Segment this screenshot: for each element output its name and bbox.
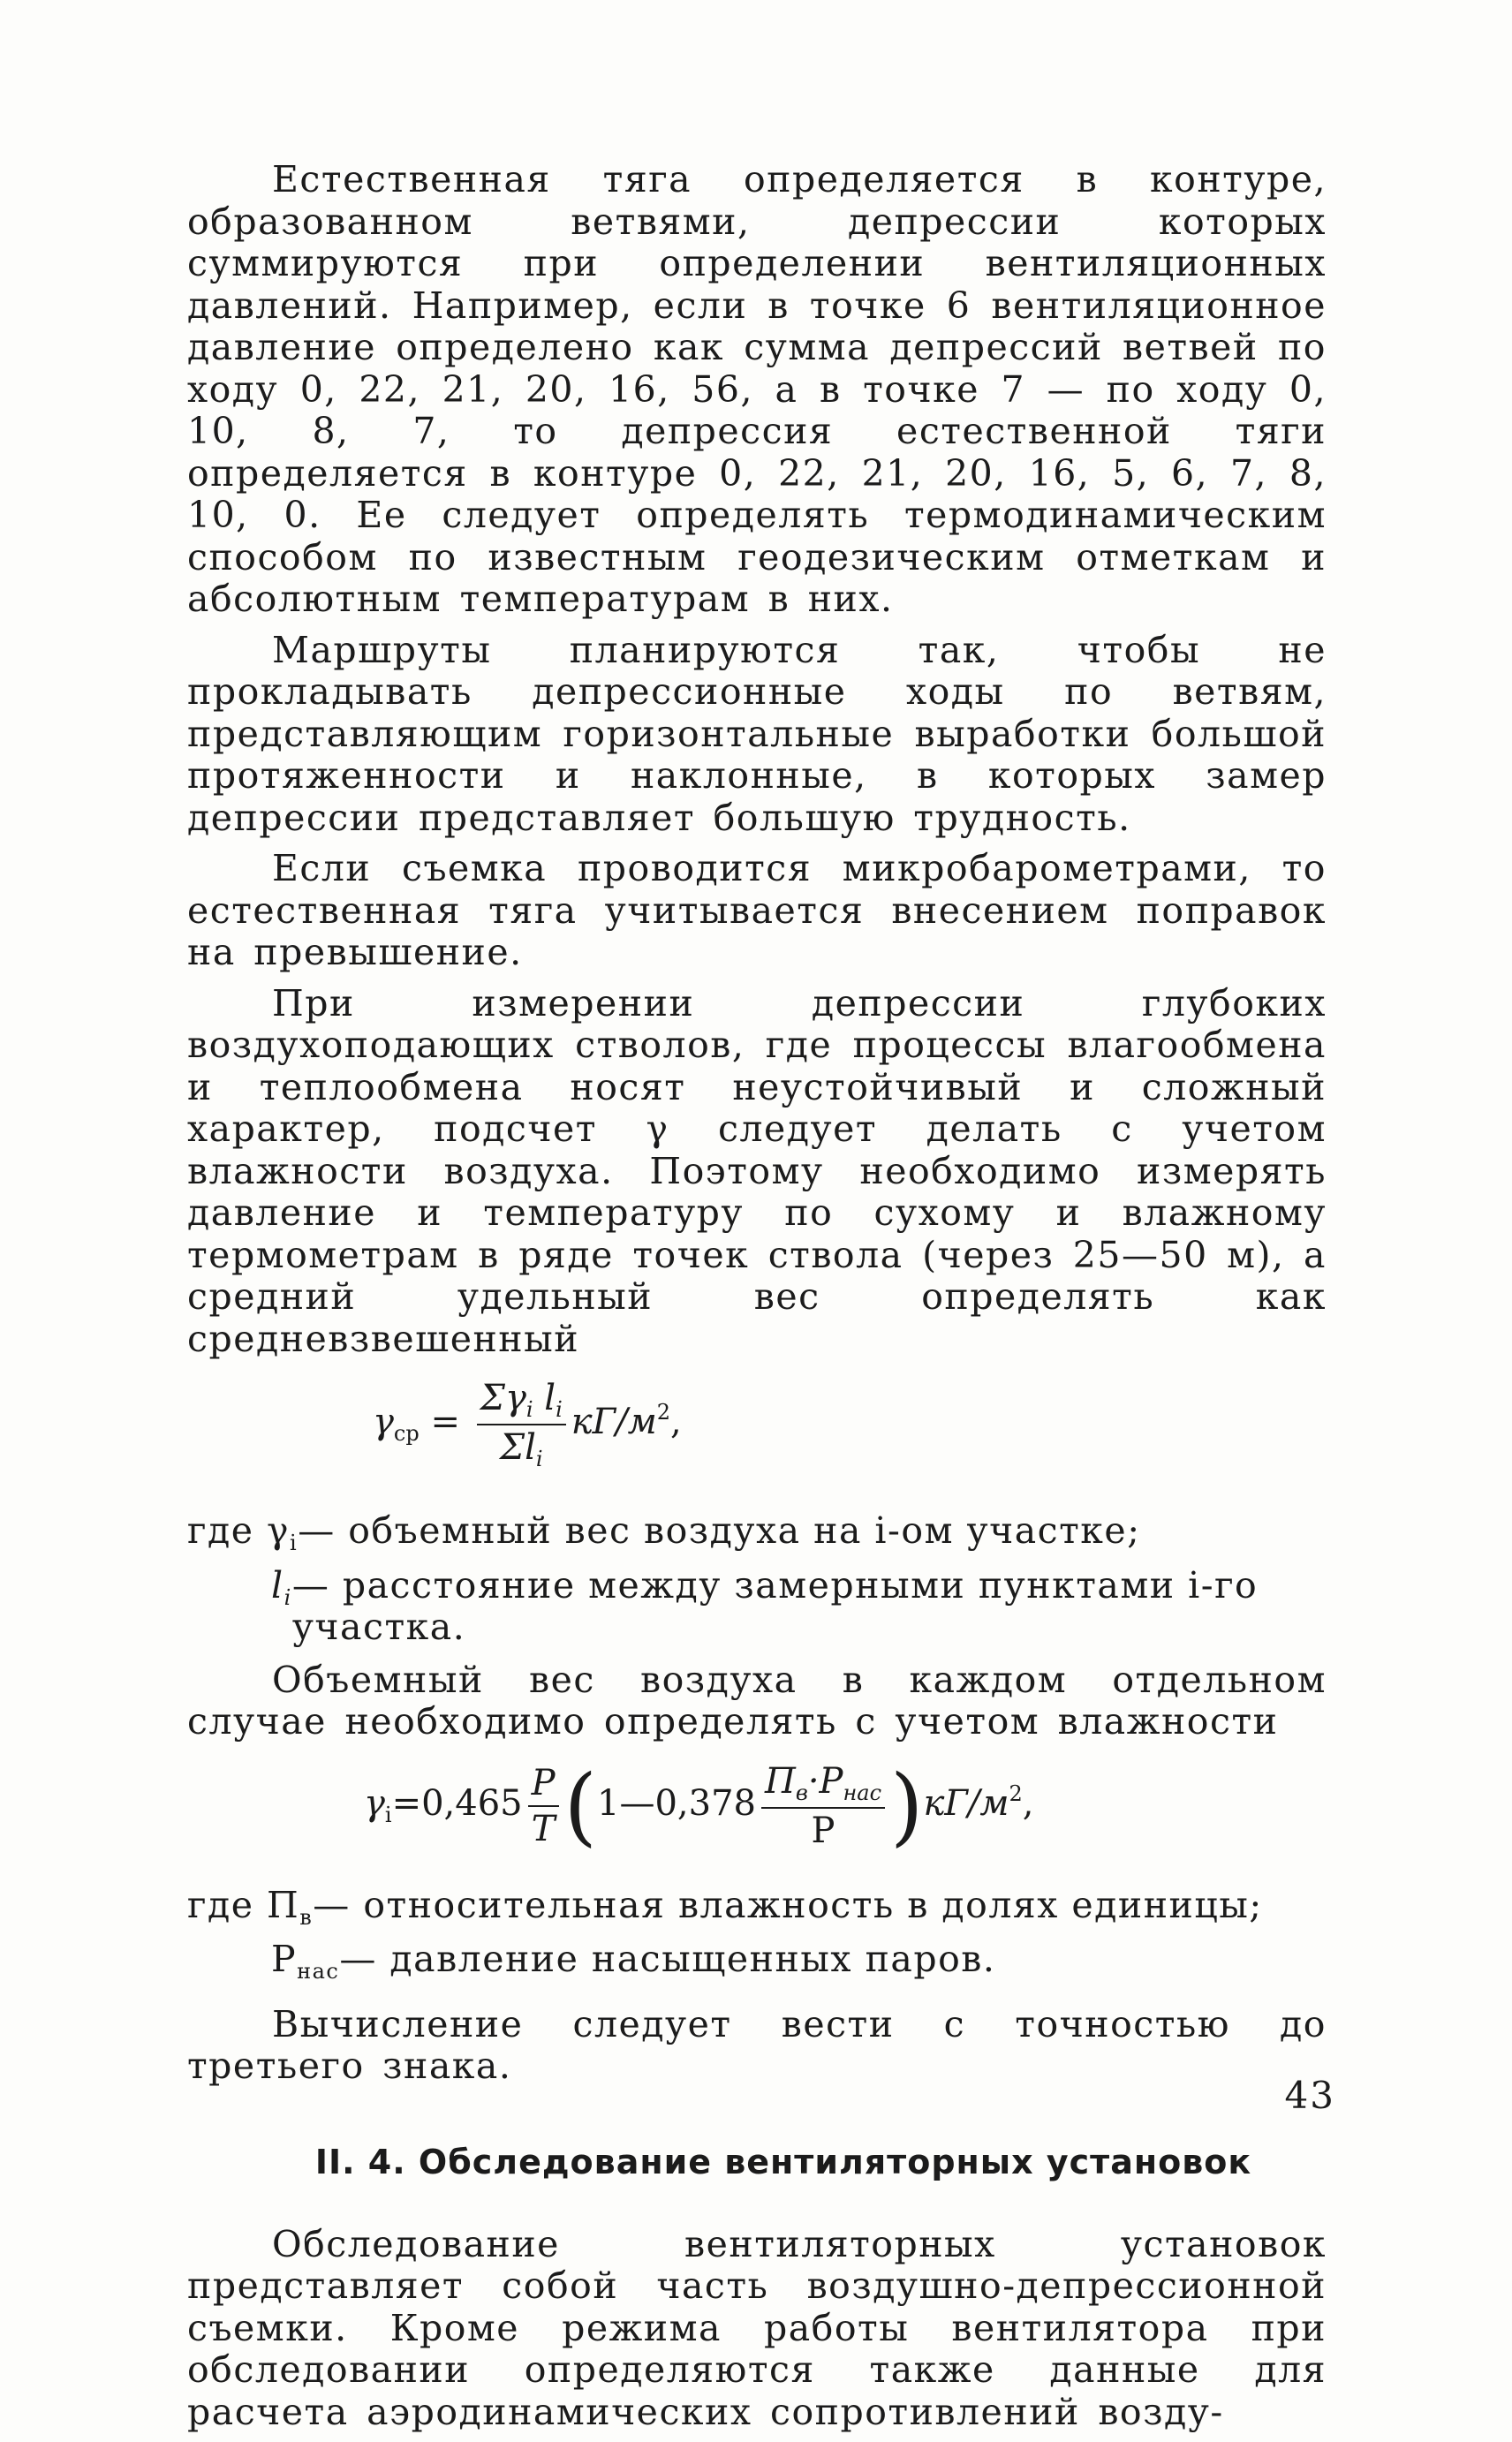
paragraph-natural-draft: Естественная тяга определяется в контуре, образованном ветвями, депрессии которых суммируются при определении вентиляционных давлений. Например, если в точке 6 вентиляционное давление определено как сумма депрессий ветвей по ходу 0, 22, 21, 20, 16, 56, а в точке 7 — по ходу 0, 10, 8, 7, то депрессия естественной тяги определяется в контуре 0, 22, 21, 20, 16, 5, 6, 7, 8, 10, 0. Ее следует определять термодинамическим способом по известным геодезическим отметкам и абсолютным температурам в них. — [187, 158, 1327, 620]
paragraph-routes: Маршруты планируются так, чтобы не прокладывать депрессионные ходы по ветвям, представляющим горизонтальные выработки большой протяженности и наклонные, в которых замер депрессии представляет большую трудность. — [187, 628, 1327, 839]
paragraph-fan-survey: Обследование вентиляторных установок представляет собой часть воздушно-депрессионной съемки. Кроме режима работы вентилятора при обследовании определяются также данные для расчета аэродинамических сопротивлений возду- — [187, 2222, 1327, 2433]
formula-numerator: $\Sigma\gamma_i$ $l_i$ — [477, 1378, 566, 1425]
formula-unit: кГ/м — [571, 1402, 657, 1442]
definitions-2 — [187, 1885, 1327, 1993]
paragraph-deep-shafts: При измерении депрессии глубоких воздухоподающих стволов, где процессы влагообмена и теплообмена носят неустойчивый и сложный характер, подсчет γ следует делать с учетом влажности воздуха. Поэтому необходимо измерять давление и температуру по сухому и влажному термометрам в ряде точек ствола (через 25—50 м), а средний удельный вес определять как средневзвешенный — [187, 981, 1327, 1360]
text-block — [187, 159, 1327, 2442]
section-heading: II. 4. Обследование вентиляторных установок — [314, 2142, 1252, 2181]
definition-row: где $\gamma_i$ — объемный вес воздуха на i-ом участке; — [187, 1509, 1141, 1555]
formula-lhs: γ — [373, 1402, 394, 1442]
formula-lhs-sub: ср — [393, 1421, 420, 1446]
definition-row: $l_i$ — расстояние между замерными пунктами i-го участка. — [271, 1563, 1259, 1648]
formula-eq: = — [430, 1402, 460, 1442]
formula-pt-fraction: $\frac{P}{T}$ — [528, 1763, 559, 1849]
definition-row: $P_{нас}$ — давление насыщенных паров. — [271, 1938, 996, 1984]
formula-mean-weight: $\gamma_{ср}$ = $\frac{\Sigma\gamma_i l_i}{\Sigma l_i}$ $кГ/м^2$, — [373, 1378, 682, 1471]
paragraph-microbarometers: Если съемка проводится микробарометрами, то естественная тяга учитывается внесением поправок на превышение. — [187, 847, 1327, 973]
formula-denominator: $\Sigma l_i$ — [499, 1427, 543, 1471]
definitions-1 — [187, 1510, 1327, 1649]
formula-humidity-fraction: $\frac{П_в\cdot P_{нас}}{P}$ — [761, 1761, 885, 1851]
definition-row: где $П_в$ — относительная влажность в долях единицы; — [187, 1883, 1263, 1930]
paragraph-precision: Вычисление следует вести с точностью до третьего знака. — [187, 2002, 1327, 2087]
formula-humidity: $\gamma_i=0,465$ $\frac{P}{T}$ (1—0,378 $\frac{П_в\cdot P_{нас}}{P}$ )$кГ/м^2$, — [364, 1756, 1034, 1856]
page-number: 43 — [1284, 2074, 1335, 2117]
formula-fraction — [477, 1378, 566, 1471]
paragraph-volume-weight: Объемный вес воздуха в каждом отдельном случае необходимо определять с учетом влажности — [187, 1658, 1327, 1743]
